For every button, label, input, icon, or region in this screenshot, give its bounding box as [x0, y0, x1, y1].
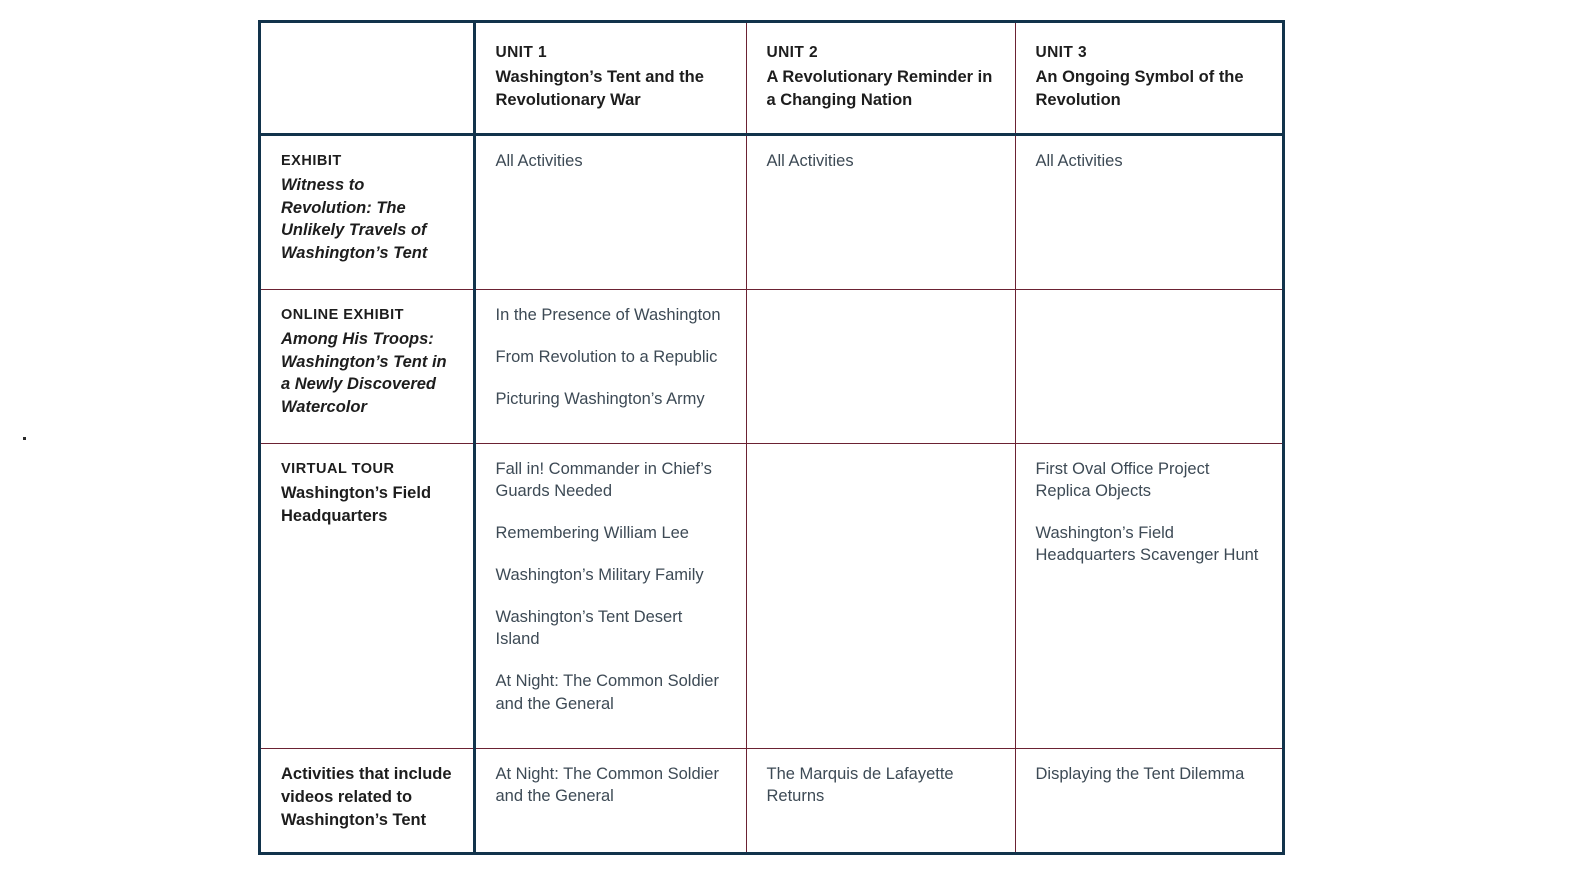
activity-item: From Revolution to a Republic — [495, 347, 718, 366]
activity-item: Fall in! Commander in Chief’s Guards Needed — [495, 459, 712, 500]
row-subtitle: Washington’s Field Headquarters — [281, 483, 432, 525]
unit-3-title: An Ongoing Symbol of the Revolution — [1035, 68, 1244, 109]
row-subtitle: Among His Troops: Washington’s Tent in a Newly Discovered Watercolor — [281, 329, 447, 417]
cell-virtual-tour-unit-1 — [474, 443, 746, 748]
activity-list — [496, 304, 728, 410]
unit-2-kicker: UNIT 2 — [766, 44, 818, 61]
activity-list — [767, 150, 997, 172]
activity-item: The Marquis de Lafayette Returns — [766, 765, 954, 806]
matrix-grid — [261, 23, 1282, 852]
cell-exhibit-unit-1 — [474, 134, 746, 289]
activity-item: Washington’s Military Family — [495, 566, 704, 585]
row-kicker: EXHIBIT — [281, 152, 342, 169]
table-row — [261, 443, 1282, 748]
row-label-video-activities — [261, 749, 474, 852]
unit-1-title: Washington’s Tent and the Revolutionary War — [495, 68, 704, 109]
cell-exhibit-unit-3 — [1015, 134, 1282, 289]
table-row — [261, 289, 1282, 443]
unit-3-kicker: UNIT 3 — [1035, 44, 1087, 61]
row-subtitle: Witness to Revolution: The Unlikely Travels of Washington’s Tent — [281, 175, 428, 263]
cell-online-exhibit-unit-2 — [746, 289, 1015, 443]
activity-item: First Oval Office Project Replica Objects — [1035, 459, 1210, 500]
activity-item: At Night: The Common Soldier and the General — [495, 765, 719, 806]
header-cell-unit-1 — [474, 23, 746, 134]
activity-item: Remembering William Lee — [495, 524, 689, 542]
activity-item: Washington’s Field Headquarters Scavenger Hunt — [1035, 524, 1259, 565]
activity-list — [496, 150, 728, 172]
unit-1-kicker: UNIT 1 — [495, 44, 547, 61]
activity-item: All Activities — [1035, 151, 1123, 170]
activity-item: At Night: The Common Soldier and the General — [495, 672, 719, 713]
activity-list — [1036, 763, 1265, 785]
activity-list — [767, 763, 997, 807]
activity-item: All Activities — [495, 151, 583, 170]
table-row — [261, 749, 1282, 852]
curriculum-matrix-table — [258, 20, 1285, 855]
activity-item: All Activities — [766, 151, 854, 170]
cell-video-activities-unit-2 — [746, 749, 1015, 852]
table-header-row — [261, 23, 1282, 134]
cell-video-activities-unit-3 — [1015, 749, 1282, 852]
header-cell-unit-3 — [1015, 23, 1282, 134]
activity-item: Displaying the Tent Dilemma — [1035, 765, 1245, 784]
activity-list — [1036, 458, 1265, 566]
page-artifact-speck — [23, 437, 26, 440]
activity-list — [496, 763, 728, 807]
cell-virtual-tour-unit-3 — [1015, 443, 1282, 748]
activity-item: Picturing Washington’s Army — [495, 389, 705, 408]
cell-online-exhibit-unit-3 — [1015, 289, 1282, 443]
row-label-exhibit — [261, 134, 474, 289]
cell-online-exhibit-unit-1 — [474, 289, 746, 443]
row-kicker: VIRTUAL TOUR — [281, 460, 395, 477]
cell-exhibit-unit-2 — [746, 134, 1015, 289]
activity-item: Washington’s Tent Desert Island — [495, 608, 683, 649]
row-label-online-exhibit — [261, 289, 474, 443]
header-cell-unit-2 — [746, 23, 1015, 134]
activity-list — [1036, 150, 1265, 172]
unit-2-title: A Revolutionary Reminder in a Changing Nation — [766, 68, 993, 109]
table-row — [261, 134, 1282, 289]
activity-list — [496, 458, 728, 715]
row-subtitle: Activities that include videos related to Washington’s Tent — [281, 765, 452, 829]
header-corner-cell — [261, 23, 474, 134]
row-kicker: ONLINE EXHIBIT — [281, 306, 405, 323]
cell-virtual-tour-unit-2 — [746, 443, 1015, 748]
activity-item: In the Presence of Washington — [495, 305, 721, 324]
row-label-virtual-tour — [261, 443, 474, 748]
cell-video-activities-unit-1 — [474, 749, 746, 852]
